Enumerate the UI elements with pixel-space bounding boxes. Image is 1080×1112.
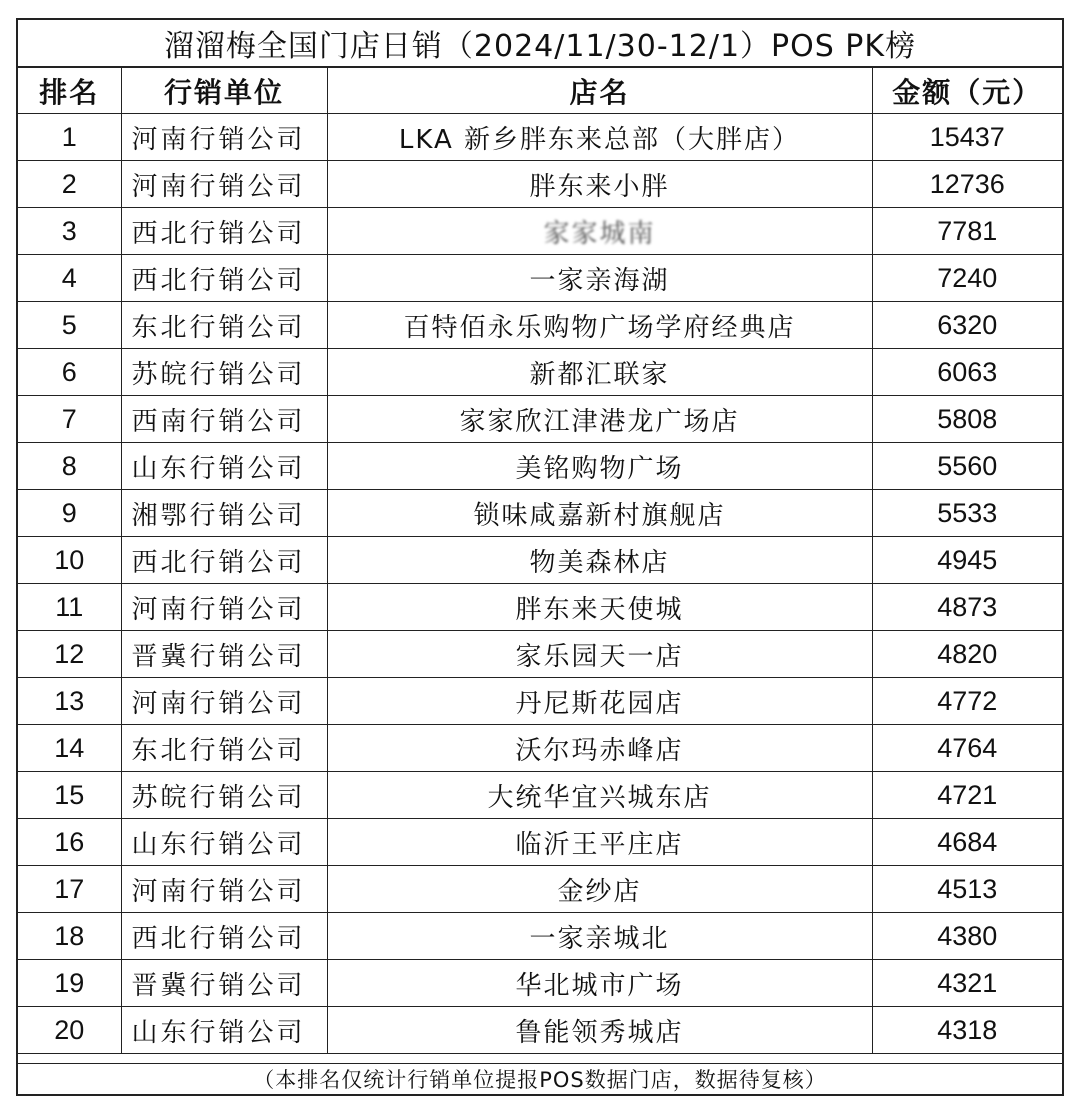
amount-cell: 4945 [872,537,1062,584]
store-cell: 美铭购物广场 [327,443,872,490]
unit-cell: 西北行销公司 [121,537,327,584]
amount-cell: 4873 [872,584,1062,631]
unit-cell: 山东行销公司 [121,1007,327,1054]
store-cell: 物美森林店 [327,537,872,584]
table-row [18,349,1062,396]
ranking-table [18,68,1062,1054]
amount-cell: 5560 [872,443,1062,490]
store-cell: 胖东来天使城 [327,584,872,631]
rank-cell: 13 [18,678,121,725]
rank-cell: 5 [18,302,121,349]
rank-cell: 7 [18,396,121,443]
amount-cell: 4772 [872,678,1062,725]
store-cell: 鲁能领秀城店 [327,1007,872,1054]
amount-cell: 4764 [872,725,1062,772]
header-store: 店名 [327,68,872,114]
rank-cell: 20 [18,1007,121,1054]
amount-cell: 4513 [872,866,1062,913]
store-cell: 新都汇联家 [327,349,872,396]
unit-cell: 河南行销公司 [121,866,327,913]
store-cell: 锁味咸嘉新村旗舰店 [327,490,872,537]
rank-cell: 11 [18,584,121,631]
unit-cell: 河南行销公司 [121,678,327,725]
rank-cell: 2 [18,161,121,208]
rank-cell: 16 [18,819,121,866]
ranking-table-sheet [16,18,1064,1096]
store-cell: 家乐园天一店 [327,631,872,678]
amount-cell: 12736 [872,161,1062,208]
table-row [18,537,1062,584]
unit-cell: 山东行销公司 [121,443,327,490]
rank-cell: 12 [18,631,121,678]
rank-cell: 4 [18,255,121,302]
rank-cell: 6 [18,349,121,396]
table-row [18,1007,1062,1054]
unit-cell: 苏皖行销公司 [121,772,327,819]
unit-cell: 河南行销公司 [121,114,327,161]
table-row [18,678,1062,725]
table-row [18,490,1062,537]
store-cell: 沃尔玛赤峰店 [327,725,872,772]
amount-cell: 6320 [872,302,1062,349]
amount-cell: 6063 [872,349,1062,396]
rank-cell: 8 [18,443,121,490]
amount-cell: 4820 [872,631,1062,678]
rank-cell: 17 [18,866,121,913]
table-row [18,772,1062,819]
header-rank: 排名 [18,68,121,114]
unit-cell: 东北行销公司 [121,302,327,349]
table-row [18,631,1062,678]
table-row [18,819,1062,866]
table-row [18,725,1062,772]
amount-cell: 4684 [872,819,1062,866]
store-cell: 一家亲城北 [327,913,872,960]
table-title: 溜溜梅全国门店日销（2024/11/30-12/1）POS PK榜 [18,20,1062,68]
rank-cell: 18 [18,913,121,960]
store-cell: 家家城南 [327,208,872,255]
table-row [18,302,1062,349]
rank-cell: 15 [18,772,121,819]
table-row [18,114,1062,161]
store-cell: 胖东来小胖 [327,161,872,208]
table-row [18,584,1062,631]
table-footer-note: （本排名仅统计行销单位提报POS数据门店，数据待复核） [18,1063,1062,1094]
store-cell: 临沂王平庄店 [327,819,872,866]
unit-cell: 山东行销公司 [121,819,327,866]
table-row [18,161,1062,208]
unit-cell: 河南行销公司 [121,161,327,208]
store-cell: 一家亲海湖 [327,255,872,302]
amount-cell: 7240 [872,255,1062,302]
unit-cell: 苏皖行销公司 [121,349,327,396]
rank-cell: 3 [18,208,121,255]
table-row [18,255,1062,302]
unit-cell: 西北行销公司 [121,255,327,302]
rank-cell: 19 [18,960,121,1007]
store-cell: LKA 新乡胖东来总部（大胖店） [327,114,872,161]
store-cell: 家家欣江津港龙广场店 [327,396,872,443]
unit-cell: 晋冀行销公司 [121,960,327,1007]
store-cell: 百特佰永乐购物广场学府经典店 [327,302,872,349]
header-unit: 行销单位 [121,68,327,114]
amount-cell: 5808 [872,396,1062,443]
rank-cell: 9 [18,490,121,537]
store-cell: 华北城市广场 [327,960,872,1007]
store-cell: 金纱店 [327,866,872,913]
amount-cell: 7781 [872,208,1062,255]
amount-cell: 4318 [872,1007,1062,1054]
unit-cell: 西南行销公司 [121,396,327,443]
amount-cell: 5533 [872,490,1062,537]
unit-cell: 晋冀行销公司 [121,631,327,678]
table-body [18,114,1062,1054]
table-row [18,960,1062,1007]
amount-cell: 15437 [872,114,1062,161]
unit-cell: 西北行销公司 [121,913,327,960]
rank-cell: 14 [18,725,121,772]
unit-cell: 西北行销公司 [121,208,327,255]
table-row [18,208,1062,255]
amount-cell: 4380 [872,913,1062,960]
store-cell: 丹尼斯花园店 [327,678,872,725]
unit-cell: 东北行销公司 [121,725,327,772]
amount-cell: 4321 [872,960,1062,1007]
rank-cell: 10 [18,537,121,584]
table-row [18,443,1062,490]
unit-cell: 湘鄂行销公司 [121,490,327,537]
amount-cell: 4721 [872,772,1062,819]
table-row [18,866,1062,913]
rank-cell: 1 [18,114,121,161]
table-row [18,396,1062,443]
unit-cell: 河南行销公司 [121,584,327,631]
header-row [18,68,1062,114]
header-amount: 金额（元） [872,68,1062,114]
table-row [18,913,1062,960]
store-cell: 大统华宜兴城东店 [327,772,872,819]
